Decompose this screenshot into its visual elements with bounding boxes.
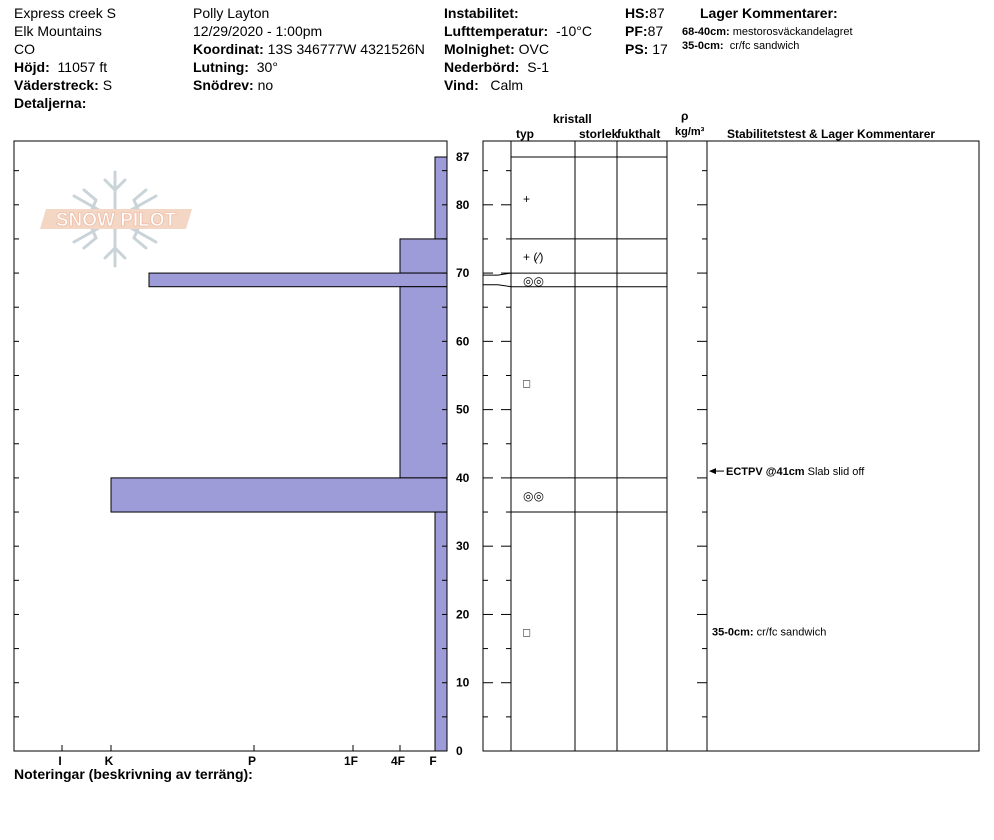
pf-value: 87 <box>647 23 664 39</box>
y-tick-label-0: 0 <box>456 744 463 758</box>
y-tick-label-10: 10 <box>456 675 470 690</box>
wind-value: Calm <box>490 77 524 93</box>
grain-symbols <box>523 192 544 640</box>
column-fukthalt: fukthalt <box>617 127 661 141</box>
grain-symbol-5: ◎◎ <box>523 488 544 503</box>
column-kristall: kristall <box>553 112 592 126</box>
hardness-bars <box>111 157 447 751</box>
y-tick-label-80: 80 <box>456 197 470 212</box>
x-axis <box>58 745 436 768</box>
grain-symbol-2: + (⁄) <box>523 250 544 264</box>
x-tick-label-1F: 1F <box>343 754 359 768</box>
details-label: Detaljerna: <box>14 95 87 111</box>
logo-text: SNOW PILOT <box>55 210 177 231</box>
drift-value: no <box>257 77 274 93</box>
hs-label: HS: <box>625 5 650 21</box>
ps-label: PS: <box>625 41 649 57</box>
slope-value: 30° <box>256 59 278 75</box>
airtemp-value: -10°C <box>556 23 592 39</box>
sky-value: OVC <box>518 41 549 57</box>
state-name: CO <box>14 41 35 57</box>
notes-label: Noteringar (beskrivning av terräng): <box>14 766 253 782</box>
hs-value: 87 <box>649 5 665 21</box>
range-name: Elk Mountains <box>14 23 102 39</box>
layer-comment-2-depth: 35-0cm: <box>682 40 724 52</box>
layer-comment-1-text: mestorosväckandelagret <box>732 26 853 38</box>
grain-symbol-6: □ <box>523 625 531 640</box>
precip-label: Nederbörd: <box>444 59 520 75</box>
hardness-bar-5 <box>111 478 447 512</box>
stability-tests <box>709 466 865 638</box>
y-tick-label-87: 87 <box>456 150 470 164</box>
observer-name: Polly Layton <box>193 5 270 21</box>
elevation-value: 11057 ft <box>57 59 108 75</box>
column-rho: ρ <box>681 109 689 123</box>
x-tick-label-K: K <box>104 754 114 768</box>
y-tick-label-40: 40 <box>456 470 470 485</box>
stability-arrow-head-1 <box>709 468 716 474</box>
airtemp-label: Lufttemperatur: <box>444 23 549 39</box>
left-y-minor-ticks <box>14 171 19 717</box>
hardness-bar-1 <box>435 157 447 239</box>
sky-label: Molnighet: <box>444 41 515 57</box>
slope-label: Lutning: <box>193 59 249 75</box>
snowpilot-logo <box>40 172 192 266</box>
hardness-bar-6 <box>435 512 447 751</box>
column-density-unit: kg/m³ <box>675 126 705 138</box>
layer-comment-2-text: cr/fc sandwich <box>729 40 800 52</box>
elevation-label: Höjd: <box>14 59 50 75</box>
drift-label: Snödrev: <box>193 77 254 93</box>
grain-symbol-1: + <box>523 191 531 206</box>
observation-datetime: 12/29/2020 - 1:00pm <box>193 23 323 39</box>
layer-comments-title: Lager Kommentarer: <box>700 5 838 21</box>
layer-comment-1-depth: 68-40cm: <box>682 26 730 38</box>
column-storlek: storlek <box>579 127 619 141</box>
y-tick-label-50: 50 <box>456 402 470 417</box>
y-tick-label-20: 20 <box>456 607 470 622</box>
y-tick-label-60: 60 <box>456 334 470 349</box>
column-stability: Stabilitetstest & Lager Kommentarer <box>727 127 936 141</box>
layer-table-frame <box>483 141 979 751</box>
wind-label: Vind: <box>444 77 479 93</box>
y-tick-label-30: 30 <box>456 539 470 554</box>
y-tick-label-70: 70 <box>456 266 470 281</box>
hardness-bar-3 <box>149 273 447 287</box>
aspect-value: S <box>102 77 113 93</box>
right-layer-comment-1 <box>712 627 826 639</box>
pf-label: PF: <box>625 23 648 39</box>
table-depth-ticks <box>483 171 707 717</box>
right-layer-comment-label: 35-0cm: <box>712 626 757 639</box>
hardness-bar-2 <box>400 239 447 273</box>
hardness-bar-4 <box>400 287 447 478</box>
hardness-plot-frame <box>14 141 447 751</box>
site-name: Express creek S <box>14 5 116 21</box>
x-tick-label-P: P <box>247 754 257 768</box>
x-tick-label-F: F <box>429 754 437 768</box>
x-tick-label-4F: 4F <box>390 754 406 768</box>
ps-value: 17 <box>652 41 668 57</box>
x-tick-label-I: I <box>58 754 62 768</box>
grain-symbol-3: ◎◎ <box>523 273 544 288</box>
coordinate-value: 13S 346777W 4321526N <box>267 41 425 57</box>
connector-68 <box>483 285 511 287</box>
right-layer-comment-text: cr/fc sandwich <box>756 626 827 639</box>
coordinate-label: Koordinat: <box>193 41 264 57</box>
aspect-label: Väderstreck: <box>14 77 99 93</box>
stability-test-comment: Slab slid off <box>807 466 865 479</box>
instability-label: Instabilitet: <box>444 5 519 21</box>
grain-symbol-4: □ <box>523 376 531 391</box>
column-typ: typ <box>516 127 534 141</box>
precip-value: S-1 <box>527 59 550 75</box>
stability-test-label: ECTPV @41cm <box>726 466 808 479</box>
stability-test-1 <box>726 466 865 478</box>
